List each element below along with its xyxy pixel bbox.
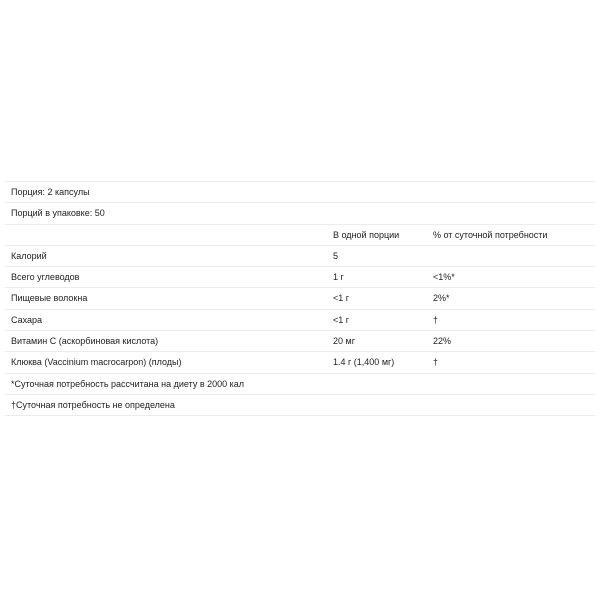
nutrient-daily-value: 2%*: [433, 293, 450, 304]
nutrient-name: Калорий: [11, 250, 47, 261]
nutrient-daily-value: †: [433, 357, 439, 368]
supplement-facts-table: [5, 181, 595, 416]
daily-value-header: % от суточной потребности: [433, 229, 548, 240]
nutrient-row: [5, 352, 595, 373]
nutrient-amount: <1 г: [333, 293, 350, 304]
nutrient-amount: <1 г: [333, 314, 350, 325]
nutrient-daily-value: 22%: [433, 336, 452, 347]
nutrient-row: [5, 288, 595, 309]
nutrient-amount: 1.4 г (1,400 мг): [333, 357, 395, 368]
per-serving-header: В одной порции: [333, 229, 400, 240]
footnote-daily-value-basis: *Суточная потребность рассчитана на диету в 2000 кал: [11, 378, 245, 389]
header-row: [5, 225, 595, 246]
nutrient-name: Всего углеводов: [11, 272, 80, 283]
footnote-row: [5, 395, 595, 416]
footnote-row: [5, 374, 595, 395]
nutrient-name: Пищевые волокна: [11, 293, 88, 304]
nutrient-row: [5, 246, 595, 267]
nutrient-name: Витамин C (аскорбиновая кислота): [11, 336, 159, 347]
servings-per-container-row: [5, 203, 595, 224]
nutrient-name: Сахара: [11, 314, 43, 325]
footnote-not-established: †Суточная потребность не определена: [11, 399, 175, 410]
serving-size-text: Порция: 2 капсулы: [11, 187, 90, 197]
nutrient-amount: 1 г: [333, 272, 344, 283]
nutrient-daily-value: <1%*: [433, 272, 455, 283]
nutrient-row: [5, 267, 595, 288]
servings-per-container-text: Порций в упаковке: 50: [11, 208, 105, 219]
nutrient-amount: 5: [333, 250, 339, 261]
nutrient-amount: 20 мг: [333, 336, 355, 347]
serving-size-row: [5, 182, 595, 203]
nutrient-row: [5, 310, 595, 331]
nutrient-row: [5, 331, 595, 352]
nutrient-daily-value: †: [433, 314, 439, 325]
nutrient-name: Клюква (Vaccinium macrocarpon) (плоды): [11, 357, 182, 368]
